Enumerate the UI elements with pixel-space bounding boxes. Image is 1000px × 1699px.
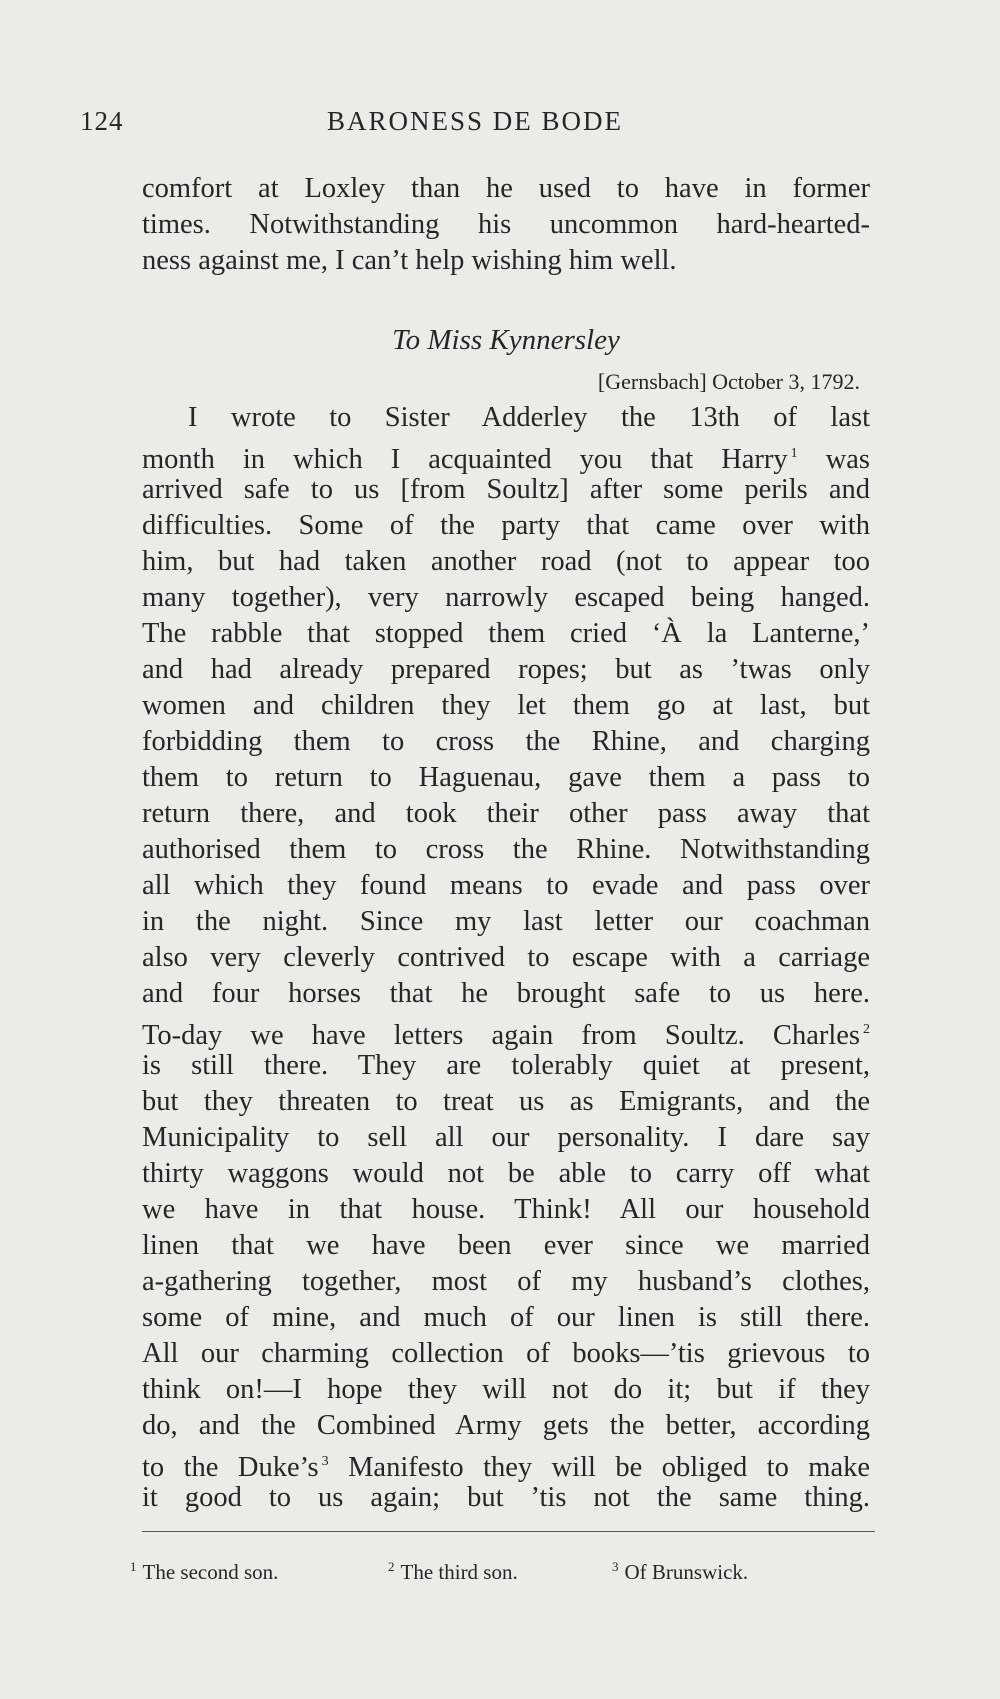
text-line: linen that we have been ever since we married [142,1230,870,1261]
text-line: arrived safe to us [from Soultz] after some perils and [142,474,870,505]
text-line: thirty waggons would not be able to carry off what [142,1158,870,1189]
footnote-text: The second son. [142,1560,279,1584]
text-line: we have in that house. Think! All our household [142,1194,870,1225]
footnote-reference: 2 [863,1022,870,1037]
text-line: all which they found means to evade and pass over [142,870,870,901]
footnote-mark: 1 [130,1559,137,1574]
text-line: comfort at Loxley than he used to have in former [142,173,870,204]
text-fragment: to the Duke’s [142,1452,319,1483]
footnote [130,1552,278,1587]
text-line: some of mine, and much of our linen is still there. [142,1302,870,1333]
footnote-text: The third son. [400,1560,518,1584]
text-line: ness against me, I can’t help wishing him well. [142,245,677,276]
footnote [388,1552,518,1587]
text-line: and had already prepared ropes; but as ’twas only [142,654,870,685]
text-line: is still there. They are tolerably quiet at present, [142,1050,870,1081]
text-line: I wrote to Sister Adderley the 13th of last [188,402,870,433]
text-line: it good to us again; but ’tis not the same thing. [142,1482,870,1513]
text-line: return there, and took their other pass away that [142,798,870,829]
running-head: BARONESS DE BODE [326,106,624,136]
text-line: in the night. Since my last letter our coachman [142,906,870,937]
text-fragment: month in which I acquainted you that Harry [142,444,788,475]
text-line: and four horses that he brought safe to us here. [142,978,870,1009]
text-line: him, but had taken another road (not to appear too [142,546,870,577]
page-header [80,106,870,146]
letter-salutation: To Miss Kynnersley [392,324,620,356]
text-fragment: To-day we have letters again from Soultz. Charles [142,1020,860,1051]
text-line: All our charming collection of books—’tis grievous to [142,1338,870,1369]
page-number: 124 [80,106,124,136]
text-line: Municipality to sell all our personality. I dare say [142,1122,870,1153]
text-line: do, and the Combined Army gets the better, according [142,1410,870,1441]
footnote-text: Of Brunswick. [624,1560,749,1584]
letter-dateline: [Gernsbach] October 3, 1792. [597,369,860,394]
footnote [612,1552,748,1587]
footnote-reference: 3 [321,1454,329,1469]
text-line: think on!—I hope they will not do it; but if they [142,1374,870,1405]
footnote-mark: 2 [388,1559,395,1574]
footnote-divider [142,1531,875,1532]
text-line: times. Notwithstanding his uncommon hard-hearted- [142,209,870,240]
text-line: many together), very narrowly escaped being hanged. [142,582,870,613]
text-fragment: was [825,444,871,475]
text-line: difficulties. Some of the party that came over with [142,510,870,541]
text-line: but they threaten to treat us as Emigrants, and the [142,1086,870,1117]
text-line: a-gathering together, most of my husband’s clothes, [142,1266,870,1297]
text-line: The rabble that stopped them cried ‘À la Lanterne,’ [142,618,870,649]
text-fragment: Manifesto they will be obliged to make [348,1452,870,1483]
text-line: forbidding them to cross the Rhine, and charging [142,726,870,757]
footnote-mark: 3 [612,1559,619,1574]
text-line: women and children they let them go at last, but [142,690,870,721]
text-line: them to return to Haguenau, gave them a pass to [142,762,870,793]
footnote-reference: 1 [790,446,798,461]
text-line: authorised them to cross the Rhine. Notwithstanding [142,834,870,865]
text-line: also very cleverly contrived to escape with a carriage [142,942,870,973]
